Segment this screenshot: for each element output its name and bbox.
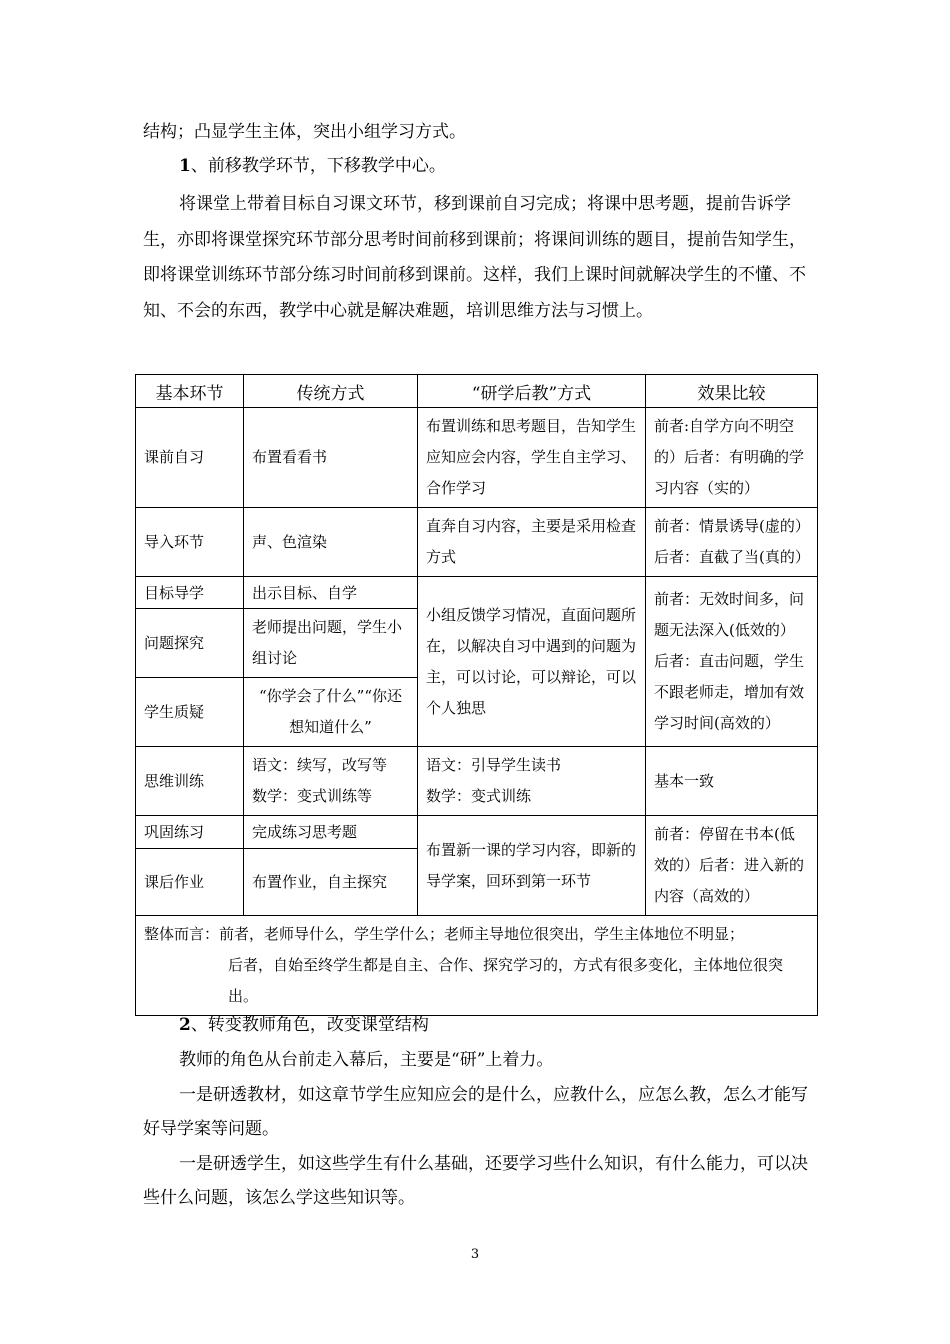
paragraph-1: 将课堂上带着目标自习课文环节，移到课前自习完成；将课中思考题，提前告诉学生，亦即将课堂探究环节部分思考时间前移到课前；将课间训练的题目，提前告知学生，即将课堂训练环节部分练习时间前移到课前。这样，我们上课时间就解决学生的不懂、不知、不会的东西，教学中心就是解决难题，培训思维方法与习惯上。 (143, 194, 806, 321)
cell-line: 数学：变式训练 (426, 787, 532, 805)
header-stage: 基本环节 (136, 375, 244, 408)
cell-traditional: 老师提出问题，学生小组讨论 (244, 609, 418, 678)
cell-new-method: 布置训练和思考题目，告知学生应知应会内容，学生自主学习、合作学习 (418, 408, 646, 508)
section-heading-2 (143, 1008, 813, 1042)
header-effect: 效果比较 (646, 375, 818, 408)
paragraph-3: 一是研透教材，如这章节学生应知应会的是什么，应教什么，应怎么教，怎么才能写好导学案等问题。 (143, 1085, 808, 1139)
header-traditional: 传统方式 (244, 375, 418, 408)
heading-1-text: 、前移教学环节，下移教学中心。 (190, 156, 446, 176)
table-row (136, 408, 818, 508)
table-header-row (136, 375, 818, 408)
summary-line-1: 整体而言：前者，老师导什么，学生学什么；老师主导地位很突出，学生主体地位不明显； (144, 925, 745, 943)
cell-line: 语文：续写，改写等 (252, 756, 388, 774)
cell-summary (136, 916, 818, 1016)
cell-stage: 思维训练 (136, 747, 244, 816)
cell-traditional: 布置看看书 (244, 408, 418, 508)
cell-stage: 课前自习 (136, 408, 244, 508)
cell-line: 语文：引导学生读书 (426, 756, 562, 774)
cell-effect: 前者：停留在书本(低效的）后者：进入新的内容（高效的） (646, 816, 818, 916)
cell-effect: 前者：无效时间多，问题无法深入(低效的）后者：直击问题，学生不跟老师走，增加有效学习时间(高效的） (646, 577, 818, 747)
cell-traditional: 布置作业，自主探究 (244, 849, 418, 916)
cell-traditional: 完成练习思考题 (244, 816, 418, 849)
cell-stage: 巩固练习 (136, 816, 244, 849)
cell-new-method: 直奔自习内容，主要是采用检查方式 (418, 508, 646, 577)
page-number: 3 (470, 1247, 480, 1262)
cell-traditional (244, 747, 418, 816)
table-summary-row (136, 916, 818, 1016)
cell-new-method (418, 747, 646, 816)
cell-effect: 前者：情景诱导(虚的）后者：直截了当(真的） (646, 508, 818, 577)
table-row (136, 508, 818, 577)
table-row (136, 816, 818, 849)
cell-stage: 目标导学 (136, 577, 244, 609)
heading-2-number: 2 (179, 1015, 191, 1035)
cell-effect: 前者:自学方向不明空的）后者：有明确的学习内容（实的） (646, 408, 818, 508)
paragraph-2: 教师的角色从台前走入幕后，主要是“研”上着力。 (179, 1050, 554, 1070)
comparison-table (135, 374, 818, 1016)
cell-traditional: 出示目标、自学 (244, 577, 418, 609)
cell-line: 数学：变式训练等 (252, 787, 373, 805)
heading-2-text: 、转变教师角色，改变课堂结构 (190, 1015, 429, 1035)
cell-effect: 基本一致 (646, 747, 818, 816)
cell-new-method: 布置新一课的学习内容，即新的导学案，回环到第一环节 (418, 816, 646, 916)
table-row (136, 747, 818, 816)
cell-traditional: “你学会了什么”“你还想知道什么” (244, 678, 418, 747)
cell-new-method: 小组反馈学习情况，直面问题所在，以解决自习中遇到的问题为主，可以讨论，可以辩论，可以个人独思 (418, 577, 646, 747)
cell-stage: 导入环节 (136, 508, 244, 577)
summary-line-2: 后者，自始至终学生都是自主、合作、探究学习的，方式有很多变化，主体地位很突出。 (228, 956, 784, 1005)
cell-stage: 问题探究 (136, 609, 244, 678)
heading-1-number: 1 (179, 156, 191, 176)
cell-stage: 学生质疑 (136, 678, 244, 747)
table-row (136, 577, 818, 609)
paragraph-intro-end: 结构；凸显学生主体，突出小组学习方式。 (143, 122, 466, 142)
section-heading-1 (143, 149, 813, 183)
cell-traditional: 声、色渲染 (244, 508, 418, 577)
header-new-method: “研学后教”方式 (418, 375, 646, 408)
cell-stage: 课后作业 (136, 849, 244, 916)
paragraph-4: 一是研透学生，如这些学生有什么基础，还要学习些什么知识，有什么能力，可以决些什么问题，该怎么学这些知识等。 (143, 1154, 808, 1208)
